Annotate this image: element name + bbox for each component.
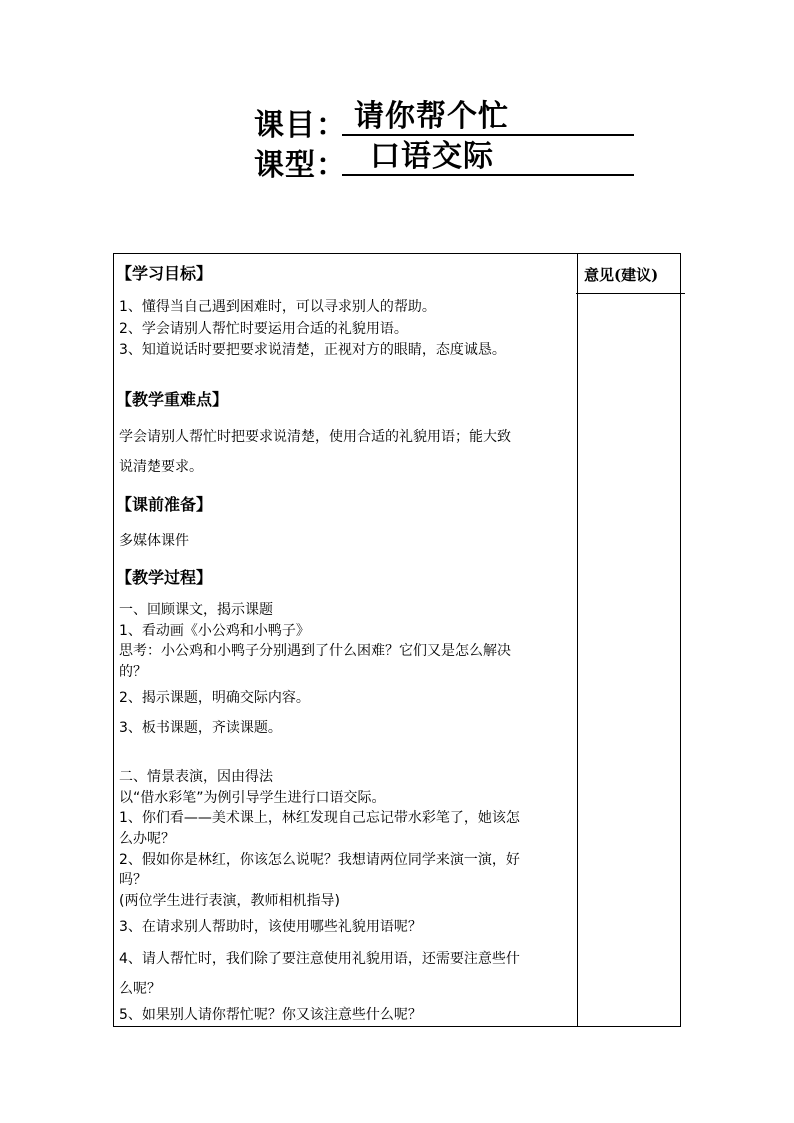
process-line: 的？ [119, 664, 147, 680]
process-line: 2、假如你是林红，你该怎么说呢？我想请两位同学来演一演，好 [119, 852, 520, 868]
process-line: 吗？ [119, 872, 147, 888]
process-line: 4、请人帮忙时，我们除了要注意使用礼貌用语，还需要注意些什 [119, 951, 520, 967]
preparation-heading: 【课前准备】 [116, 495, 213, 514]
process-line: 2、揭示课题，明确交际内容。 [119, 690, 310, 706]
lesson-type-value: 口语交际 [342, 140, 634, 176]
subject-title [254, 99, 509, 144]
comments-header-divider [576, 293, 685, 294]
process-line: 二、情景表演，因由得法 [119, 769, 273, 785]
process-line: 以“借水彩笔”为例引导学生进行口语交际。 [119, 790, 386, 806]
lesson-type-title [254, 139, 494, 184]
comments-cell [576, 253, 681, 1027]
process-line: 1、你们看——美术课上，林红发现自己忘记带水彩笔了，她该怎 [119, 810, 520, 826]
process-line: 思考：小公鸡和小鸭子分别遇到了什么困难？它们又是怎么解决 [119, 643, 511, 659]
subject-value: 请你帮个忙 [342, 100, 634, 136]
process-line: 一、回顾课文，揭示课题 [119, 602, 273, 618]
process-line: 么呢？ [119, 981, 161, 997]
objective-item: 3、知道说话时要把要求说清楚，正视对方的眼睛，态度诚恳。 [119, 342, 506, 358]
process-line: 么办呢？ [119, 831, 175, 847]
process-line: 1、看动画《小公鸡和小鸭子》 [119, 623, 310, 639]
objectives-heading: 【学习目标】 [116, 264, 213, 283]
key-points-line: 说清楚要求。 [119, 459, 203, 475]
process-heading: 【教学过程】 [116, 568, 213, 587]
process-line: 3、板书课题，齐读课题。 [119, 720, 282, 736]
preparation-text: 多媒体课件 [119, 533, 189, 549]
process-line: 3、在请求别人帮助时，该使用哪些礼貌用语呢？ [119, 919, 422, 935]
key-points-line: 学会请别人帮忙时把要求说清楚，使用合适的礼貌用语；能大致 [119, 429, 511, 445]
process-line: 5、如果别人请你帮忙呢？你又该注意些什么呢？ [119, 1007, 422, 1023]
objective-item: 1、懂得当自己遇到困难时，可以寻求别人的帮助。 [119, 299, 436, 315]
lesson-type-label: 课型： [254, 148, 347, 183]
subject-label: 课目： [254, 108, 347, 143]
main-content-cell [113, 253, 578, 1027]
comments-header: 意见(建议) [584, 266, 659, 284]
process-line: (两位学生进行表演，教师相机指导) [119, 893, 340, 909]
key-points-heading: 【教学重难点】 [116, 390, 229, 409]
objective-item: 2、学会请别人帮忙时要运用合适的礼貌用语。 [119, 321, 408, 337]
